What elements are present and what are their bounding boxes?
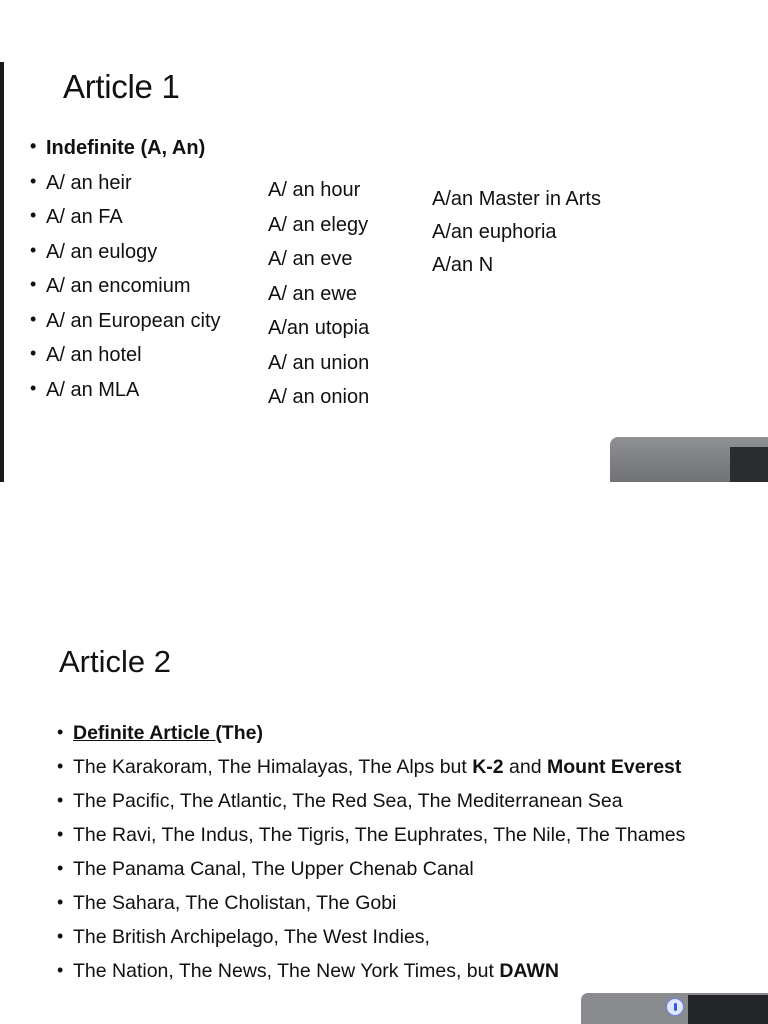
list-item	[57, 750, 685, 784]
list-item: A/ an union	[268, 351, 370, 374]
list-item: • The Panama Canal, The Upper Chenab Canal	[57, 852, 685, 886]
microphone-icon[interactable]	[666, 998, 684, 1016]
bold-term: K-2	[472, 756, 504, 778]
list-item: A/an utopia	[268, 317, 370, 339]
list-item: A/an N	[432, 254, 494, 276]
list-item: • A/ an eulogy	[30, 235, 221, 270]
list-item: • The Pacific, The Atlantic, The Red Sea, The Mediterranean Sea	[57, 784, 685, 818]
column-3	[432, 183, 601, 282]
list-item: • A/ an MLA	[30, 373, 221, 408]
bold-term: DAWN	[499, 960, 559, 982]
device-overlay-dark	[730, 447, 768, 482]
list-item: A/an euphoria	[432, 221, 557, 243]
bold-term: Mount Everest	[547, 756, 682, 778]
list-item: A/ an eve	[268, 248, 353, 270]
list-item-text: The Karakoram, The Himalayas, The Alps but	[73, 756, 473, 778]
list-item: A/ an elegy	[268, 213, 369, 236]
list-item: • The Ravi, The Indus, The Tigris, The Euphrates, The Nile, The Thames	[57, 818, 685, 852]
slide-title: Article 1	[63, 68, 180, 105]
heading-suffix: (The)	[215, 722, 263, 744]
list-item: • A/ an encomium	[30, 269, 221, 304]
list-item: • A/ an European city	[30, 304, 221, 339]
list-item: A/ an hour	[268, 179, 361, 201]
list-heading: • Indefinite (A, An)	[30, 131, 221, 166]
list-item: • A/ an hotel	[30, 338, 221, 373]
bullet-list	[57, 716, 685, 988]
list-item: A/an Master in Arts	[432, 188, 601, 210]
list-item: • A/ an heir	[30, 166, 221, 201]
list-heading	[57, 716, 685, 750]
column-1	[30, 131, 221, 407]
list-item-text: and	[503, 756, 548, 778]
list-item: A/ an ewe	[268, 282, 357, 305]
device-overlay-dark	[688, 995, 768, 1024]
slide-edge-bar	[0, 62, 4, 482]
list-item: • A/ an FA	[30, 200, 221, 235]
list-item: • The Sahara, The Cholistan, The Gobi	[57, 886, 685, 920]
column-2	[268, 173, 369, 415]
slide-article-1	[0, 0, 768, 482]
list-item-text: The Nation, The News, The New York Times, but	[73, 960, 500, 982]
list-item: A/ an onion	[268, 386, 370, 408]
slide-title: Article 2	[59, 644, 171, 679]
list-item	[57, 954, 685, 988]
heading-underlined: Definite Article	[73, 722, 216, 744]
list-item: • The British Archipelago, The West Indies,	[57, 920, 685, 954]
slide-article-2	[0, 612, 768, 1024]
